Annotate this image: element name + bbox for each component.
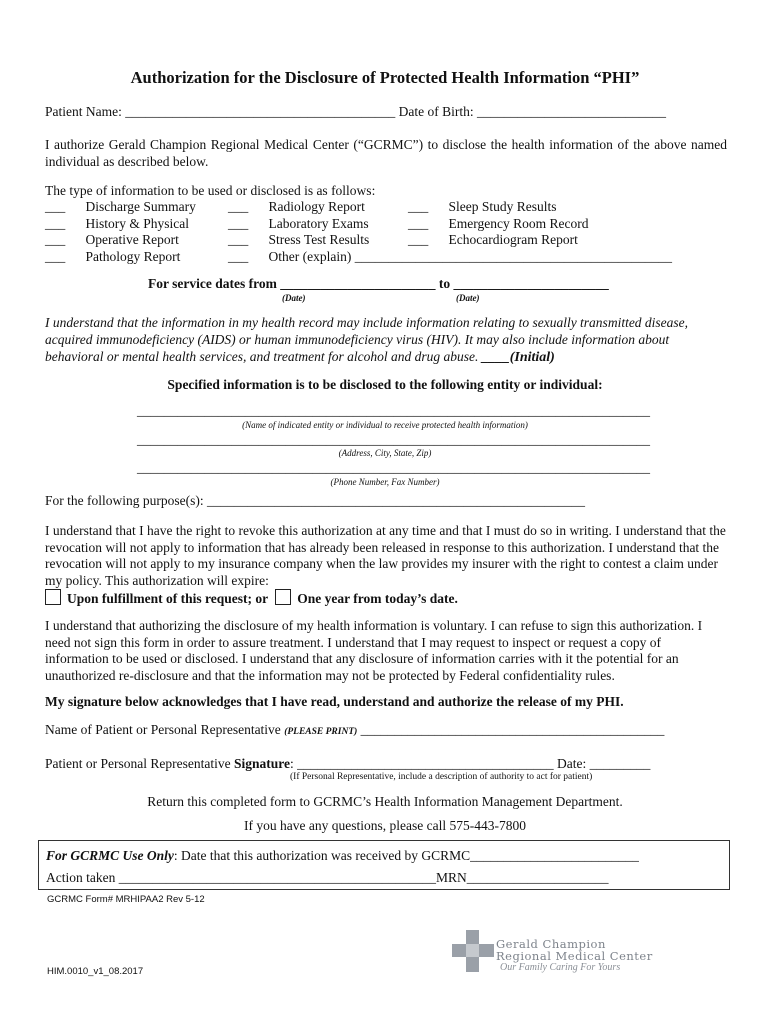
checkbox-blank[interactable]: ___ <box>228 199 249 214</box>
recipient-name-field[interactable]: ____________________________________________________________________________ <box>137 403 650 418</box>
patient-line <box>45 104 666 120</box>
info-operative-report: Operative Report <box>85 232 179 247</box>
footer-code: HIM.0010_v1_08.2017 <box>47 966 144 977</box>
office-use-received <box>46 848 639 864</box>
checkbox-blank[interactable]: ___ <box>45 248 66 264</box>
checkbox-blank[interactable]: ___ <box>45 215 66 231</box>
please-print-note: (PLEASE PRINT) <box>284 727 358 737</box>
rep-name-field[interactable]: _____________________________________________ <box>360 722 665 737</box>
signature-word: Signature <box>233 756 290 771</box>
logo-line-1: Gerald Champion <box>496 937 606 951</box>
recipient-name-caption: (Name of indicated entity or individual to receive protected health information) <box>242 420 528 430</box>
info-echocardiogram: Echocardiogram Report <box>448 232 578 247</box>
checkbox-blank[interactable]: ___ <box>45 232 66 247</box>
signature-label: Patient or Personal Representative <box>45 756 231 771</box>
checkbox-blank[interactable]: ___ <box>408 215 429 231</box>
return-instructions: Return this completed form to GCRMC’s Health Information Management Department. <box>147 794 623 809</box>
purpose-field[interactable]: For the following purpose(s): ________________________________________________________ <box>45 493 585 508</box>
expire-one-year-checkbox[interactable] <box>275 589 291 605</box>
medical-cross-icon <box>452 930 494 972</box>
checkbox-blank[interactable]: ___ <box>228 248 249 264</box>
office-use-action[interactable]: Action taken _______________________________________________MRN_____________________ <box>46 870 609 885</box>
info-types-col3 <box>408 199 588 249</box>
voluntary-paragraph: I understand that authorizing the disclosure of my health information is voluntary. I can refuse to sign this authorization. I need not sign this form in order to assure treatment. I understand that I may request to inspect or request a copy of information to be used or disclosed. I understand that any disclosure of information carries with it the potential for an unauthorized re-disclosure and that the information may not be protected by Federal confidentiality rules. <box>45 618 703 683</box>
initial-field[interactable]: ____(Initial) <box>481 350 555 365</box>
recipient-phone-caption: (Phone Number, Fax Number) <box>330 477 440 487</box>
signature-line <box>45 756 650 772</box>
acknowledge-statement: My signature below acknowledges that I have read, understand and authorize the release of my PHI. <box>45 694 624 709</box>
expire-one-year-label: One year from today’s date. <box>297 591 458 606</box>
info-radiology-report: Radiology Report <box>268 199 365 214</box>
authorize-paragraph: I authorize Gerald Champion Regional Medical Center (“GCRMC”) to disclose the health information of the above named individual as described below. <box>45 137 727 169</box>
patient-name-field[interactable]: ________________________________________ <box>125 104 396 119</box>
expire-fulfillment-label: Upon fulfillment of this request; or <box>67 591 268 606</box>
dob-field[interactable]: ____________________________ <box>476 104 666 119</box>
recipient-phone-field[interactable]: ____________________________________________________________________________ <box>137 460 650 475</box>
signature-note: (If Personal Representative, include a description of authority to act for patient) <box>290 772 593 782</box>
checkbox-blank[interactable]: ___ <box>228 215 249 231</box>
info-stress-test: Stress Test Results <box>268 232 370 247</box>
checkbox-blank[interactable]: ___ <box>408 232 429 247</box>
info-other-explain[interactable]: Other (explain) _______________________________________________ <box>268 248 672 264</box>
service-date-caption-to: (Date) <box>456 293 480 303</box>
dob-label: Date of Birth: <box>398 104 474 119</box>
recipient-address-field[interactable]: ____________________________________________________________________________ <box>137 432 650 447</box>
form-number: GCRMC Form# MRHIPAA2 Rev 5-12 <box>47 894 205 905</box>
form-title: Authorization for the Disclosure of Protected Health Information “PHI” <box>130 68 640 87</box>
info-sleep-study: Sleep Study Results <box>448 199 557 214</box>
logo-line-2: Regional Medical Center <box>496 949 653 963</box>
info-types-col1 <box>45 199 196 265</box>
info-types-intro: The type of information to be used or disclosed is as follows: <box>45 183 376 198</box>
expire-options <box>45 589 458 607</box>
signature-field[interactable]: : ______________________________________ Date: _________ <box>289 756 651 771</box>
rep-name-label: Name of Patient or Personal Representative <box>45 722 281 737</box>
service-date-caption-from: (Date) <box>282 293 306 303</box>
sensitive-info-paragraph <box>45 314 727 366</box>
info-discharge-summary: Discharge Summary <box>85 199 196 214</box>
questions-phone: If you have any questions, please call 575-443-7800 <box>244 818 526 833</box>
checkbox-blank[interactable]: ___ <box>228 232 249 247</box>
expire-fulfillment-checkbox[interactable] <box>45 589 61 605</box>
recipient-address-caption: (Address, City, State, Zip) <box>338 448 432 458</box>
office-use-received-field[interactable]: : Date that this authorization was received by GCRMC_________________________ <box>173 848 639 863</box>
logo-tagline: Our Family Caring For Yours <box>500 962 621 973</box>
patient-name-label: Patient Name: <box>45 104 122 119</box>
info-laboratory-exams: Laboratory Exams <box>268 215 369 231</box>
service-dates[interactable]: For service dates from _______________________ to _______________________ <box>148 276 609 291</box>
info-history-physical: History & Physical <box>85 215 189 231</box>
rep-name-line <box>45 722 664 738</box>
revoke-paragraph: I understand that I have the right to revoke this authorization at any time and that I must do so in writing. I understand that the revocation will not apply to information that has already been released in response to this authorization. I understand that the revocation will not apply to my insurance company when the law provides my insurer with the right to contest a claim under my policy. This authorization will expire: <box>45 523 726 588</box>
info-pathology-report: Pathology Report <box>85 248 181 264</box>
info-er-record: Emergency Room Record <box>448 215 589 231</box>
recipient-heading: Specified information is to be disclosed to the following entity or individual: <box>167 377 603 392</box>
checkbox-blank[interactable]: ___ <box>408 199 429 214</box>
office-use-label: For GCRMC Use Only <box>46 848 174 863</box>
checkbox-blank[interactable]: ___ <box>45 199 66 214</box>
sensitive-info-text: I understand that the information in my health record may include information relating to sexually transmitted disease, acquired immunodeficiency (AIDS) or human immunodeficiency virus (HIV). It may also include information about behavioral or mental health services, and treatment for alcohol and drug abuse. <box>45 315 689 364</box>
